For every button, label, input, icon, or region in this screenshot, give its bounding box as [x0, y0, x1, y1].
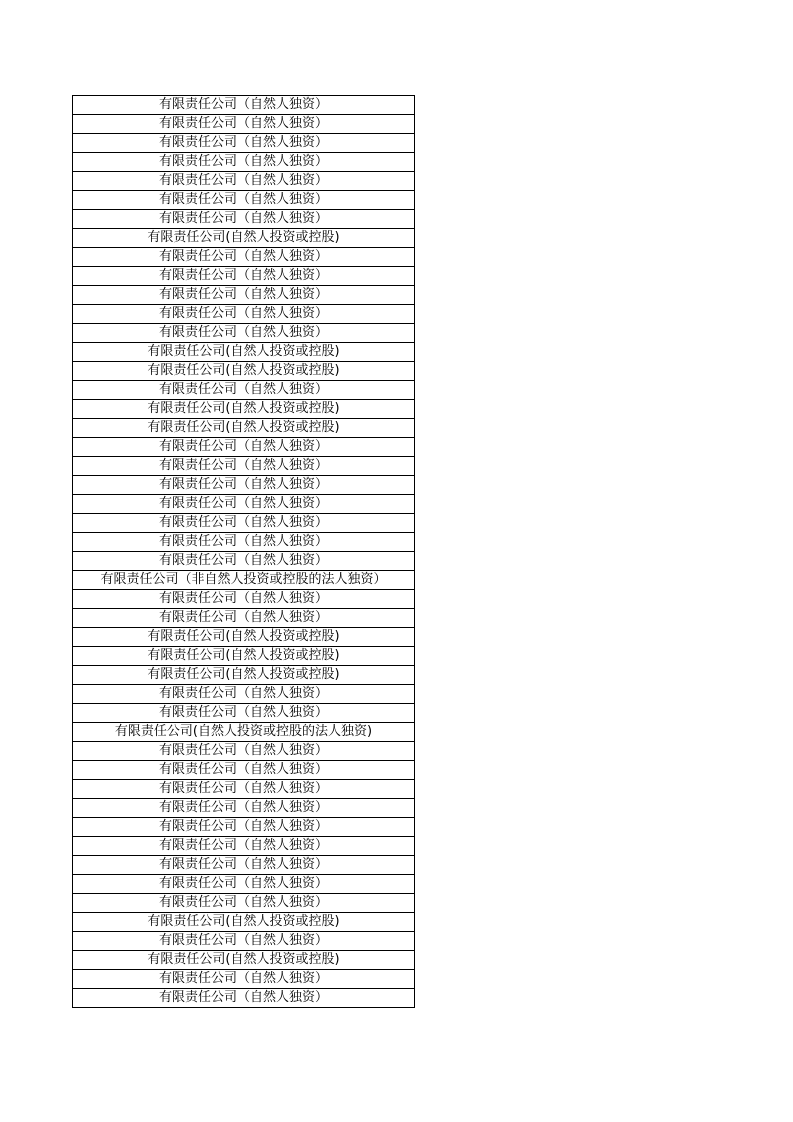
company-type-cell[interactable]: 有限责任公司（自然人独资）	[73, 609, 415, 628]
company-type-cell[interactable]: 有限责任公司（自然人独资）	[73, 818, 415, 837]
company-type-cell[interactable]: 有限责任公司（自然人独资）	[73, 989, 415, 1008]
company-type-cell[interactable]: 有限责任公司（自然人独资）	[73, 799, 415, 818]
table-row	[73, 229, 415, 248]
table-row	[73, 685, 415, 704]
company-type-cell[interactable]: 有限责任公司(自然人投资或控股)	[73, 362, 415, 381]
table-row	[73, 457, 415, 476]
table-row	[73, 818, 415, 837]
table-row	[73, 476, 415, 495]
company-type-cell[interactable]: 有限责任公司（自然人独资）	[73, 932, 415, 951]
table-row	[73, 324, 415, 343]
table-row	[73, 837, 415, 856]
table-row	[73, 932, 415, 951]
table-row	[73, 552, 415, 571]
company-type-cell[interactable]: 有限责任公司（自然人独资）	[73, 533, 415, 552]
table-row	[73, 419, 415, 438]
company-type-cell[interactable]: 有限责任公司（自然人独资）	[73, 286, 415, 305]
table-row	[73, 514, 415, 533]
company-type-cell[interactable]: 有限责任公司（自然人独资）	[73, 457, 415, 476]
column-body	[73, 96, 415, 1008]
table-row	[73, 438, 415, 457]
company-type-cell[interactable]: 有限责任公司（自然人独资）	[73, 685, 415, 704]
company-type-cell[interactable]: 有限责任公司（自然人独资）	[73, 514, 415, 533]
table-row	[73, 723, 415, 742]
table-row	[73, 362, 415, 381]
table-row	[73, 172, 415, 191]
table-row	[73, 267, 415, 286]
table-row	[73, 647, 415, 666]
company-type-cell[interactable]: 有限责任公司（自然人独资）	[73, 324, 415, 343]
company-type-cell[interactable]: 有限责任公司（自然人独资）	[73, 495, 415, 514]
company-type-cell[interactable]: 有限责任公司（自然人独资）	[73, 837, 415, 856]
table-row	[73, 742, 415, 761]
table-row	[73, 248, 415, 267]
table-row	[73, 609, 415, 628]
table-row	[73, 590, 415, 609]
company-type-cell[interactable]: 有限责任公司（自然人独资）	[73, 875, 415, 894]
table-row	[73, 780, 415, 799]
company-type-cell[interactable]: 有限责任公司(自然人投资或控股)	[73, 419, 415, 438]
table-row	[73, 856, 415, 875]
company-type-cell[interactable]: 有限责任公司(自然人投资或控股)	[73, 628, 415, 647]
table-row	[73, 628, 415, 647]
company-type-column	[72, 95, 415, 1008]
company-type-cell[interactable]: 有限责任公司（自然人独资）	[73, 856, 415, 875]
company-type-cell[interactable]: 有限责任公司(自然人投资或控股)	[73, 229, 415, 248]
company-type-cell[interactable]: 有限责任公司（自然人独资）	[73, 438, 415, 457]
company-type-cell[interactable]: 有限责任公司(自然人投资或控股)	[73, 647, 415, 666]
company-type-cell[interactable]: 有限责任公司（自然人独资）	[73, 96, 415, 115]
company-type-cell[interactable]: 有限责任公司（自然人独资）	[73, 552, 415, 571]
table-row	[73, 571, 415, 590]
table-row	[73, 400, 415, 419]
table-row	[73, 761, 415, 780]
table-row	[73, 875, 415, 894]
company-type-cell[interactable]: 有限责任公司(自然人投资或控股)	[73, 951, 415, 970]
company-type-cell[interactable]: 有限责任公司(自然人投资或控股的法人独资)	[73, 723, 415, 742]
company-type-cell[interactable]: 有限责任公司（自然人独资）	[73, 305, 415, 324]
table-row	[73, 666, 415, 685]
company-type-cell[interactable]: 有限责任公司（自然人独资）	[73, 761, 415, 780]
company-type-cell[interactable]: 有限责任公司（自然人独资）	[73, 191, 415, 210]
table-row	[73, 96, 415, 115]
company-type-cell[interactable]: 有限责任公司（自然人独资）	[73, 248, 415, 267]
company-type-cell[interactable]: 有限责任公司（自然人独资）	[73, 172, 415, 191]
table-row	[73, 286, 415, 305]
company-type-cell[interactable]: 有限责任公司(自然人投资或控股)	[73, 343, 415, 362]
table-row	[73, 134, 415, 153]
table-row	[73, 951, 415, 970]
table-row	[73, 343, 415, 362]
company-type-cell[interactable]: 有限责任公司(自然人投资或控股)	[73, 400, 415, 419]
company-type-cell[interactable]: 有限责任公司（自然人独资）	[73, 115, 415, 134]
spreadsheet-page	[72, 95, 415, 1008]
company-type-cell[interactable]: 有限责任公司（自然人独资）	[73, 267, 415, 286]
company-type-cell[interactable]: 有限责任公司（自然人独资）	[73, 134, 415, 153]
company-type-cell[interactable]: 有限责任公司（自然人独资）	[73, 780, 415, 799]
table-row	[73, 381, 415, 400]
company-type-cell[interactable]: 有限责任公司（自然人独资）	[73, 153, 415, 172]
table-row	[73, 210, 415, 229]
company-type-cell[interactable]: 有限责任公司（自然人独资）	[73, 476, 415, 495]
company-type-cell[interactable]: 有限责任公司（自然人独资）	[73, 894, 415, 913]
table-row	[73, 533, 415, 552]
company-type-cell[interactable]: 有限责任公司（自然人独资）	[73, 590, 415, 609]
company-type-cell[interactable]: 有限责任公司（非自然人投资或控股的法人独资）	[73, 571, 415, 590]
table-row	[73, 191, 415, 210]
company-type-cell[interactable]: 有限责任公司(自然人投资或控股)	[73, 666, 415, 685]
table-row	[73, 704, 415, 723]
company-type-cell[interactable]: 有限责任公司（自然人独资）	[73, 210, 415, 229]
table-row	[73, 305, 415, 324]
company-type-cell[interactable]: 有限责任公司（自然人独资）	[73, 742, 415, 761]
company-type-cell[interactable]: 有限责任公司（自然人独资）	[73, 704, 415, 723]
company-type-cell[interactable]: 有限责任公司（自然人独资）	[73, 381, 415, 400]
table-row	[73, 970, 415, 989]
table-row	[73, 115, 415, 134]
table-row	[73, 989, 415, 1008]
company-type-cell[interactable]: 有限责任公司（自然人独资）	[73, 970, 415, 989]
table-row	[73, 799, 415, 818]
table-row	[73, 894, 415, 913]
table-row	[73, 913, 415, 932]
table-row	[73, 153, 415, 172]
table-row	[73, 495, 415, 514]
company-type-cell[interactable]: 有限责任公司(自然人投资或控股)	[73, 913, 415, 932]
